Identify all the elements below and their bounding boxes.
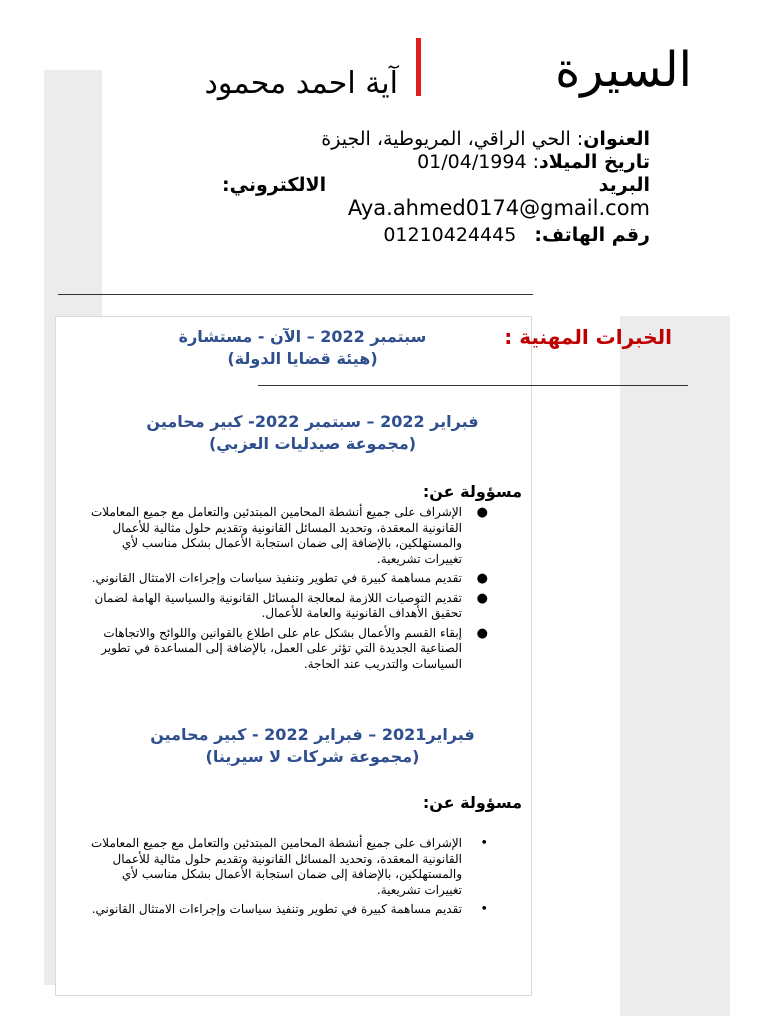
email-label-part2: الالكتروني: bbox=[222, 174, 327, 196]
job-2-company: (مجموعة صيدليات العزبي) bbox=[208, 434, 417, 453]
job-3-responsibility-label: مسؤولة عن: bbox=[422, 793, 522, 812]
job-2-responsibility-label: مسؤولة عن: bbox=[422, 482, 522, 501]
phone-row bbox=[222, 224, 650, 247]
duty-text: تقديم التوصيات اللازمة لمعالجة المسائل القانونية والسياسية الهامة لضمان تحقيق الأهداف القانونية والعامة للأعمال. bbox=[94, 590, 462, 620]
dob-row bbox=[222, 151, 650, 174]
job-1-title: سبتمبر 2022 – الآن - مستشارة bbox=[178, 327, 427, 346]
section-divider bbox=[58, 294, 533, 295]
experience-heading: الخبرات المهنية : bbox=[504, 325, 672, 349]
job-2-title: فبراير 2022 – سبتمبر 2022- كبير محامين bbox=[146, 412, 479, 431]
duty-text: إبقاء القسم والأعمال بشكل عام على اطلاع بالقوانين واللوائح والاتجاهات الصناعية الجديدة التي تؤثر على العمل، بالإضافة إلى المساعدة في تطوير السياسات والتدريب عند الحاجة. bbox=[101, 625, 462, 671]
address-label: العنوان bbox=[583, 128, 650, 150]
duty-text: تقديم مساهمة كبيرة في تطوير وتنفيذ سياسات وإجراءات الامتثال القانوني. bbox=[91, 571, 462, 585]
bullet-icon: ● bbox=[476, 625, 488, 641]
duty-item bbox=[90, 626, 510, 673]
bullet-icon: ● bbox=[476, 571, 488, 586]
duty-item bbox=[90, 505, 510, 567]
bullet-icon: ● bbox=[476, 505, 488, 520]
bullet-icon: ● bbox=[476, 590, 488, 606]
contact-info bbox=[222, 128, 650, 247]
job-3-title: فبراير2021 – فبراير 2022 - كبير محامين bbox=[150, 725, 475, 744]
job-entry-3 bbox=[115, 724, 510, 768]
duty-text: الإشراف على جميع أنشطة المحامين المبتدئين والتعامل مع جميع المعاملات القانونية المعقدة، وتحديد المسائل القانونية وتقديم حلول مثالية للأعمال والمستهلكين، بالإضافة إلى ضمان استجابة الأعمال بشكل مناسب لأي تغييرات تشريعية. bbox=[91, 505, 462, 566]
email-value: Aya.ahmed0174@gmail.com bbox=[347, 196, 650, 220]
cv-title: السيرة bbox=[555, 42, 692, 98]
duty-item bbox=[90, 591, 510, 622]
red-divider bbox=[416, 38, 421, 96]
duty-item bbox=[90, 571, 510, 587]
email-label-row bbox=[222, 174, 650, 197]
duty-item bbox=[90, 836, 510, 898]
job-divider bbox=[258, 385, 688, 386]
duty-item bbox=[90, 902, 510, 918]
job-3-company: (مجموعة شركات لا سيرينا) bbox=[205, 747, 420, 766]
dob-label: تاريخ الميلاد bbox=[539, 151, 650, 173]
right-decor-panel bbox=[620, 316, 730, 1016]
phone-label: رقم الهاتف: bbox=[534, 224, 650, 246]
bullet-icon: • bbox=[480, 902, 488, 917]
job-3-duties bbox=[90, 836, 510, 922]
duty-text: الإشراف على جميع أنشطة المحامين المبتدئين والتعامل مع جميع المعاملات القانونية المعقدة، وتحديد المسائل القانونية وتقديم حلول مثالية للأعمال والمستهلكين، بالإضافة إلى ضمان استجابة الأعمال بشكل مناسب لأي تغييرات تشريعية. bbox=[91, 836, 462, 897]
person-name: آية احمد محمود bbox=[204, 66, 398, 101]
address-value: : الحي الراقي، المريوطية، الجيزة bbox=[321, 128, 584, 150]
email-label-part1: البريد bbox=[598, 174, 650, 196]
phone-value: 01210424445 bbox=[383, 224, 517, 246]
job-2-duties bbox=[90, 505, 510, 676]
address-row bbox=[222, 128, 650, 151]
dob-value: : 01/04/1994 bbox=[417, 151, 540, 173]
duty-text: تقديم مساهمة كبيرة في تطوير وتنفيذ سياسات وإجراءات الامتثال القانوني. bbox=[91, 902, 462, 916]
job-1-company: (هيئة قضايا الدولة) bbox=[227, 349, 378, 368]
job-entry-2 bbox=[115, 411, 510, 455]
job-entry-1 bbox=[130, 326, 475, 370]
bullet-icon: • bbox=[480, 836, 488, 851]
